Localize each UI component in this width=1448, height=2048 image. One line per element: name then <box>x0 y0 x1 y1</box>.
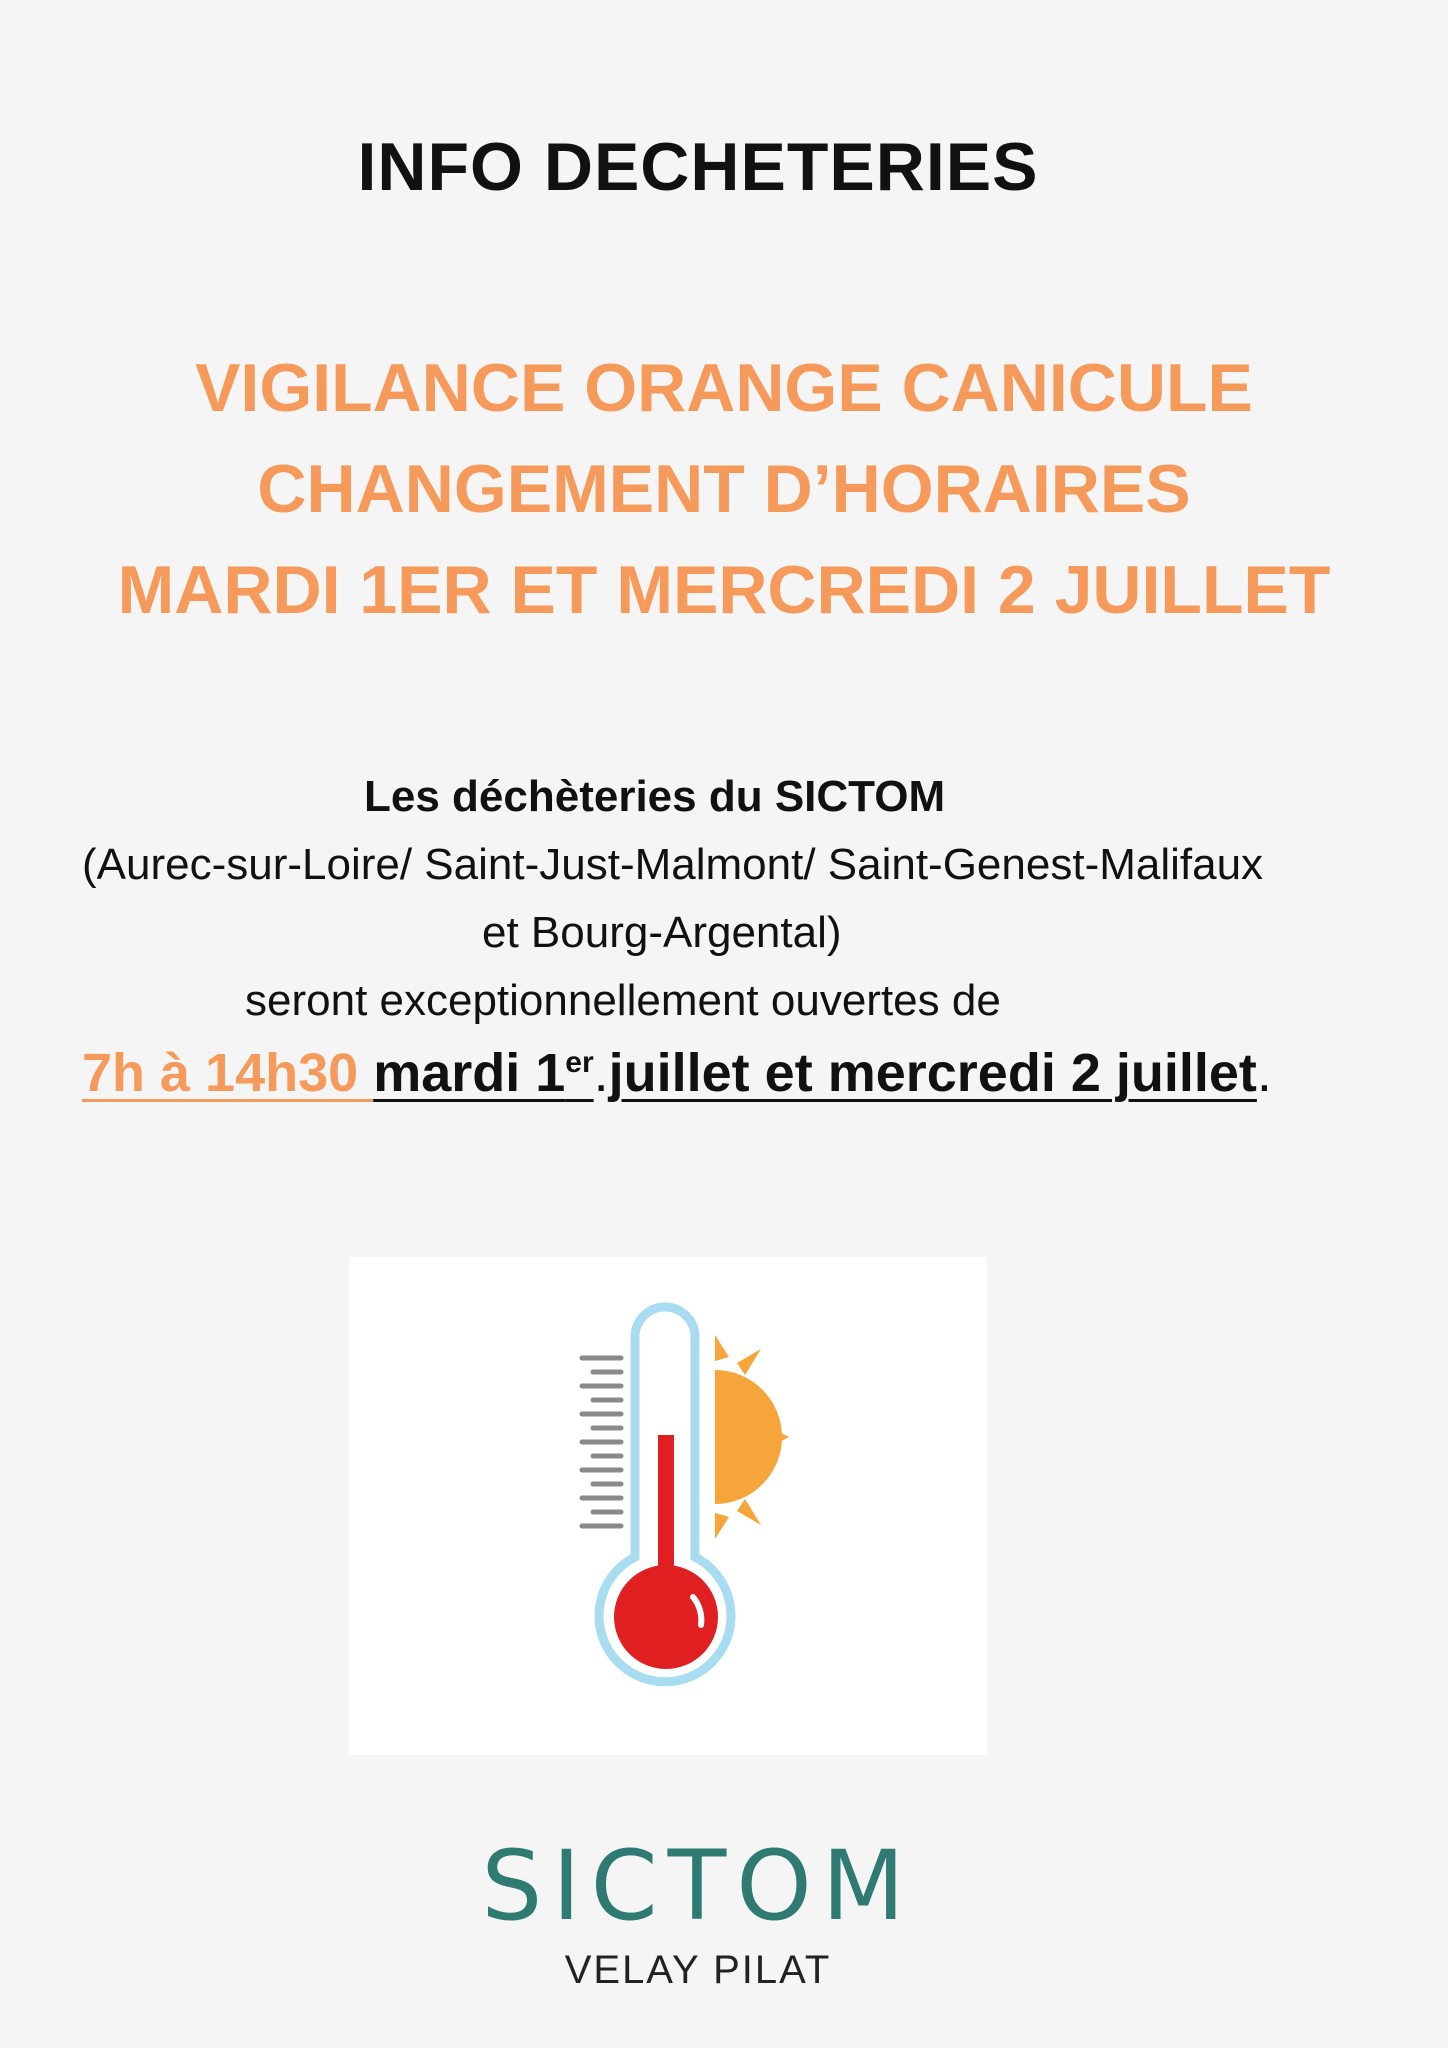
day1-superscript: er <box>565 1046 594 1079</box>
separator-dot: . <box>593 1043 609 1103</box>
end-dot: . <box>1256 1043 1272 1103</box>
illustration-card <box>349 1257 987 1755</box>
sictom-logo <box>0 1830 1396 1993</box>
sun-icon <box>715 1335 789 1539</box>
logo-subtitle: VELAY PILAT <box>564 1948 832 1992</box>
alert-line-2: CHANGEMENT D’HORAIRES <box>257 451 1191 527</box>
notice-line-3: et Bourg-Argental) <box>482 908 842 957</box>
hours-text: 7h à 14h30 <box>82 1043 374 1103</box>
alert-line-1: VIGILANCE ORANGE CANICULE <box>195 350 1253 426</box>
day1-text <box>373 1043 593 1103</box>
notice-line-1: Les déchèteries du SICTOM <box>364 772 946 821</box>
day2-text: juillet et mercredi 2 juillet <box>608 1043 1257 1103</box>
alert-line-3: MARDI 1ER ET MERCREDI 2 JUILLET <box>117 552 1331 628</box>
day1-label: mardi 1 <box>373 1043 566 1103</box>
page-title: INFO DECHETERIES <box>357 129 1039 205</box>
heat-alert-heading <box>0 338 1448 641</box>
notice-line-4: seront exceptionnellement ouvertes de <box>245 976 1001 1025</box>
notice-dates <box>82 1042 1272 1104</box>
notice-line-2: (Aurec-sur-Loire/ Saint-Just-Malmont/ Saint-Genest-Malifaux <box>82 840 1264 889</box>
thermometer-icon <box>599 1307 731 1682</box>
logo-name: SICTOM <box>481 1830 915 1942</box>
thermometer-sun-icon <box>349 1257 987 1755</box>
scale-ticks <box>582 1358 621 1526</box>
